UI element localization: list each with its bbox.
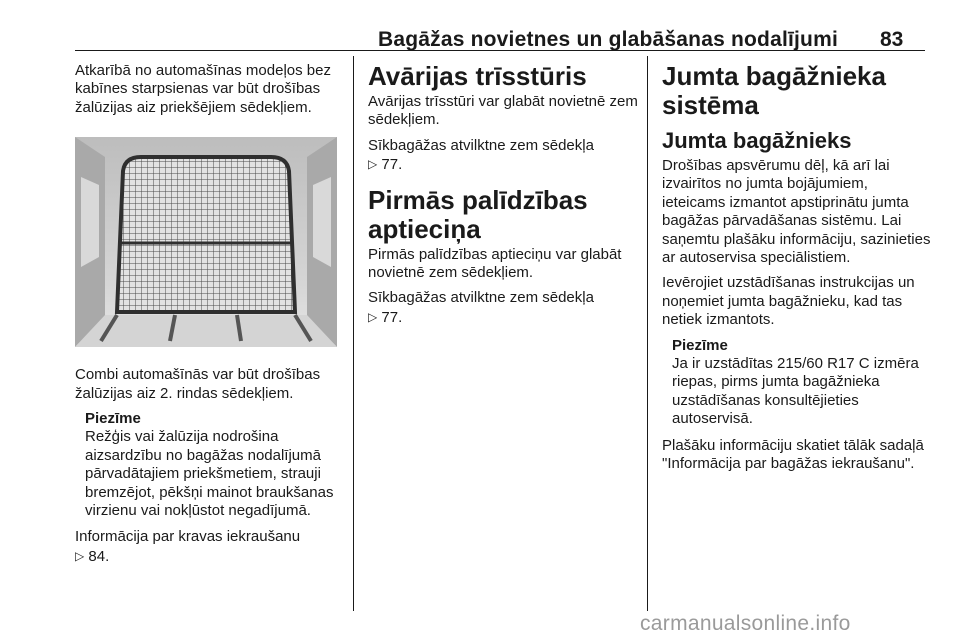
note-box [672, 337, 934, 429]
note-text: Ja ir uzstādītas 215/60 R17 C izmēra riepas, pirms jumta bagāžnieka uzstādīšanas konsultējieties autoservisā. [672, 355, 919, 428]
watermark: carmanualsonline.info [640, 612, 851, 635]
drawer-reference-2-page[interactable]: 77. [381, 308, 403, 326]
more-info-paragraph: Plašāku informāciju skatiet tālāk sadaļā "Informācija par bagāžas iekraušanu". [662, 436, 924, 473]
cargo-info-page-ref[interactable]: 84. [88, 547, 110, 565]
drawer-reference-2 [368, 289, 638, 327]
arrow-reference-icon: ▷ [368, 157, 378, 172]
column-1 [75, 62, 345, 573]
cargo-info-paragraph [75, 528, 345, 566]
first-aid-heading: Pirmās palīdzības aptieciņa [368, 184, 588, 244]
roof-rack-install-paragraph: Ievērojiet uzstādīšanas instrukcijas un noņemiet jumta bagāžnieku, kad tas netiek izmantots. [662, 274, 915, 329]
note-title: Piezīme [85, 410, 141, 428]
intro-paragraph: Atkarībā no automašīnas modeļos bez kabīnes starpsienas var būt drošības žalūzijas aiz priekšējiem sēdekļiem. [75, 62, 331, 116]
arrow-reference-icon: ▷ [75, 548, 85, 563]
note-text: Režģis vai žalūzija nodrošina aizsardzību no bagāžas nodalījumā pārvadātajiem priekšmetiem, strauji bremzējot, pēkšņi mainot braukšanas virzienu vai nokļūstot negadījumā. [85, 428, 334, 520]
column-divider-2 [647, 56, 648, 611]
roof-rack-heading: Jumta bagāžnieks [662, 128, 852, 153]
column-2 [368, 62, 638, 334]
roof-rack-system-heading: Jumta bagāžnieka sistēma [662, 61, 886, 120]
column-divider-1 [353, 56, 354, 611]
combi-paragraph: Combi automašīnās var būt drošības žalūzijas aiz 2. rindas sēdekļiem. [75, 366, 321, 402]
note-title: Piezīme [672, 336, 728, 354]
page-header-title: Bagāžas novietnes un glabāšanas nodalījumi [377, 28, 838, 51]
header-divider [75, 50, 925, 51]
cargo-info-text: Informācija par kravas iekraušanu [75, 528, 301, 546]
first-aid-paragraph: Pirmās palīdzības aptieciņu var glabāt novietnē zem sēdekļiem. [368, 245, 622, 282]
drawer-reference-1-page[interactable]: 77. [381, 156, 403, 174]
warning-triangle-heading: Avārijas trīsstūris [368, 61, 587, 91]
drawer-reference-2-text: Sīkbagāžas atvilktne zem sēdekļa [368, 289, 594, 307]
note-box [85, 410, 345, 520]
column-3 [662, 62, 934, 481]
roof-rack-safety-paragraph: Drošības apsvērumu dēļ, kā arī lai izvairītos no jumta bojājumiem, ieteicams izmantot apstiprinātu jumta bagāžas pārvadāšanas sistēmu. Lai saņemtu plašāku informāciju, sazinieties ar autoservisa speciālistiem. [662, 157, 931, 267]
warning-triangle-paragraph: Avārijas trīsstūri var glabāt novietnē zem sēdekļiem. [368, 93, 638, 129]
drawer-reference-1 [368, 137, 638, 175]
drawer-reference-1-text: Sīkbagāžas atvilktne zem sēdekļa [368, 136, 594, 154]
page-number: 83 [880, 28, 904, 51]
arrow-reference-icon: ▷ [368, 309, 378, 324]
safety-grille-photo [75, 137, 337, 347]
